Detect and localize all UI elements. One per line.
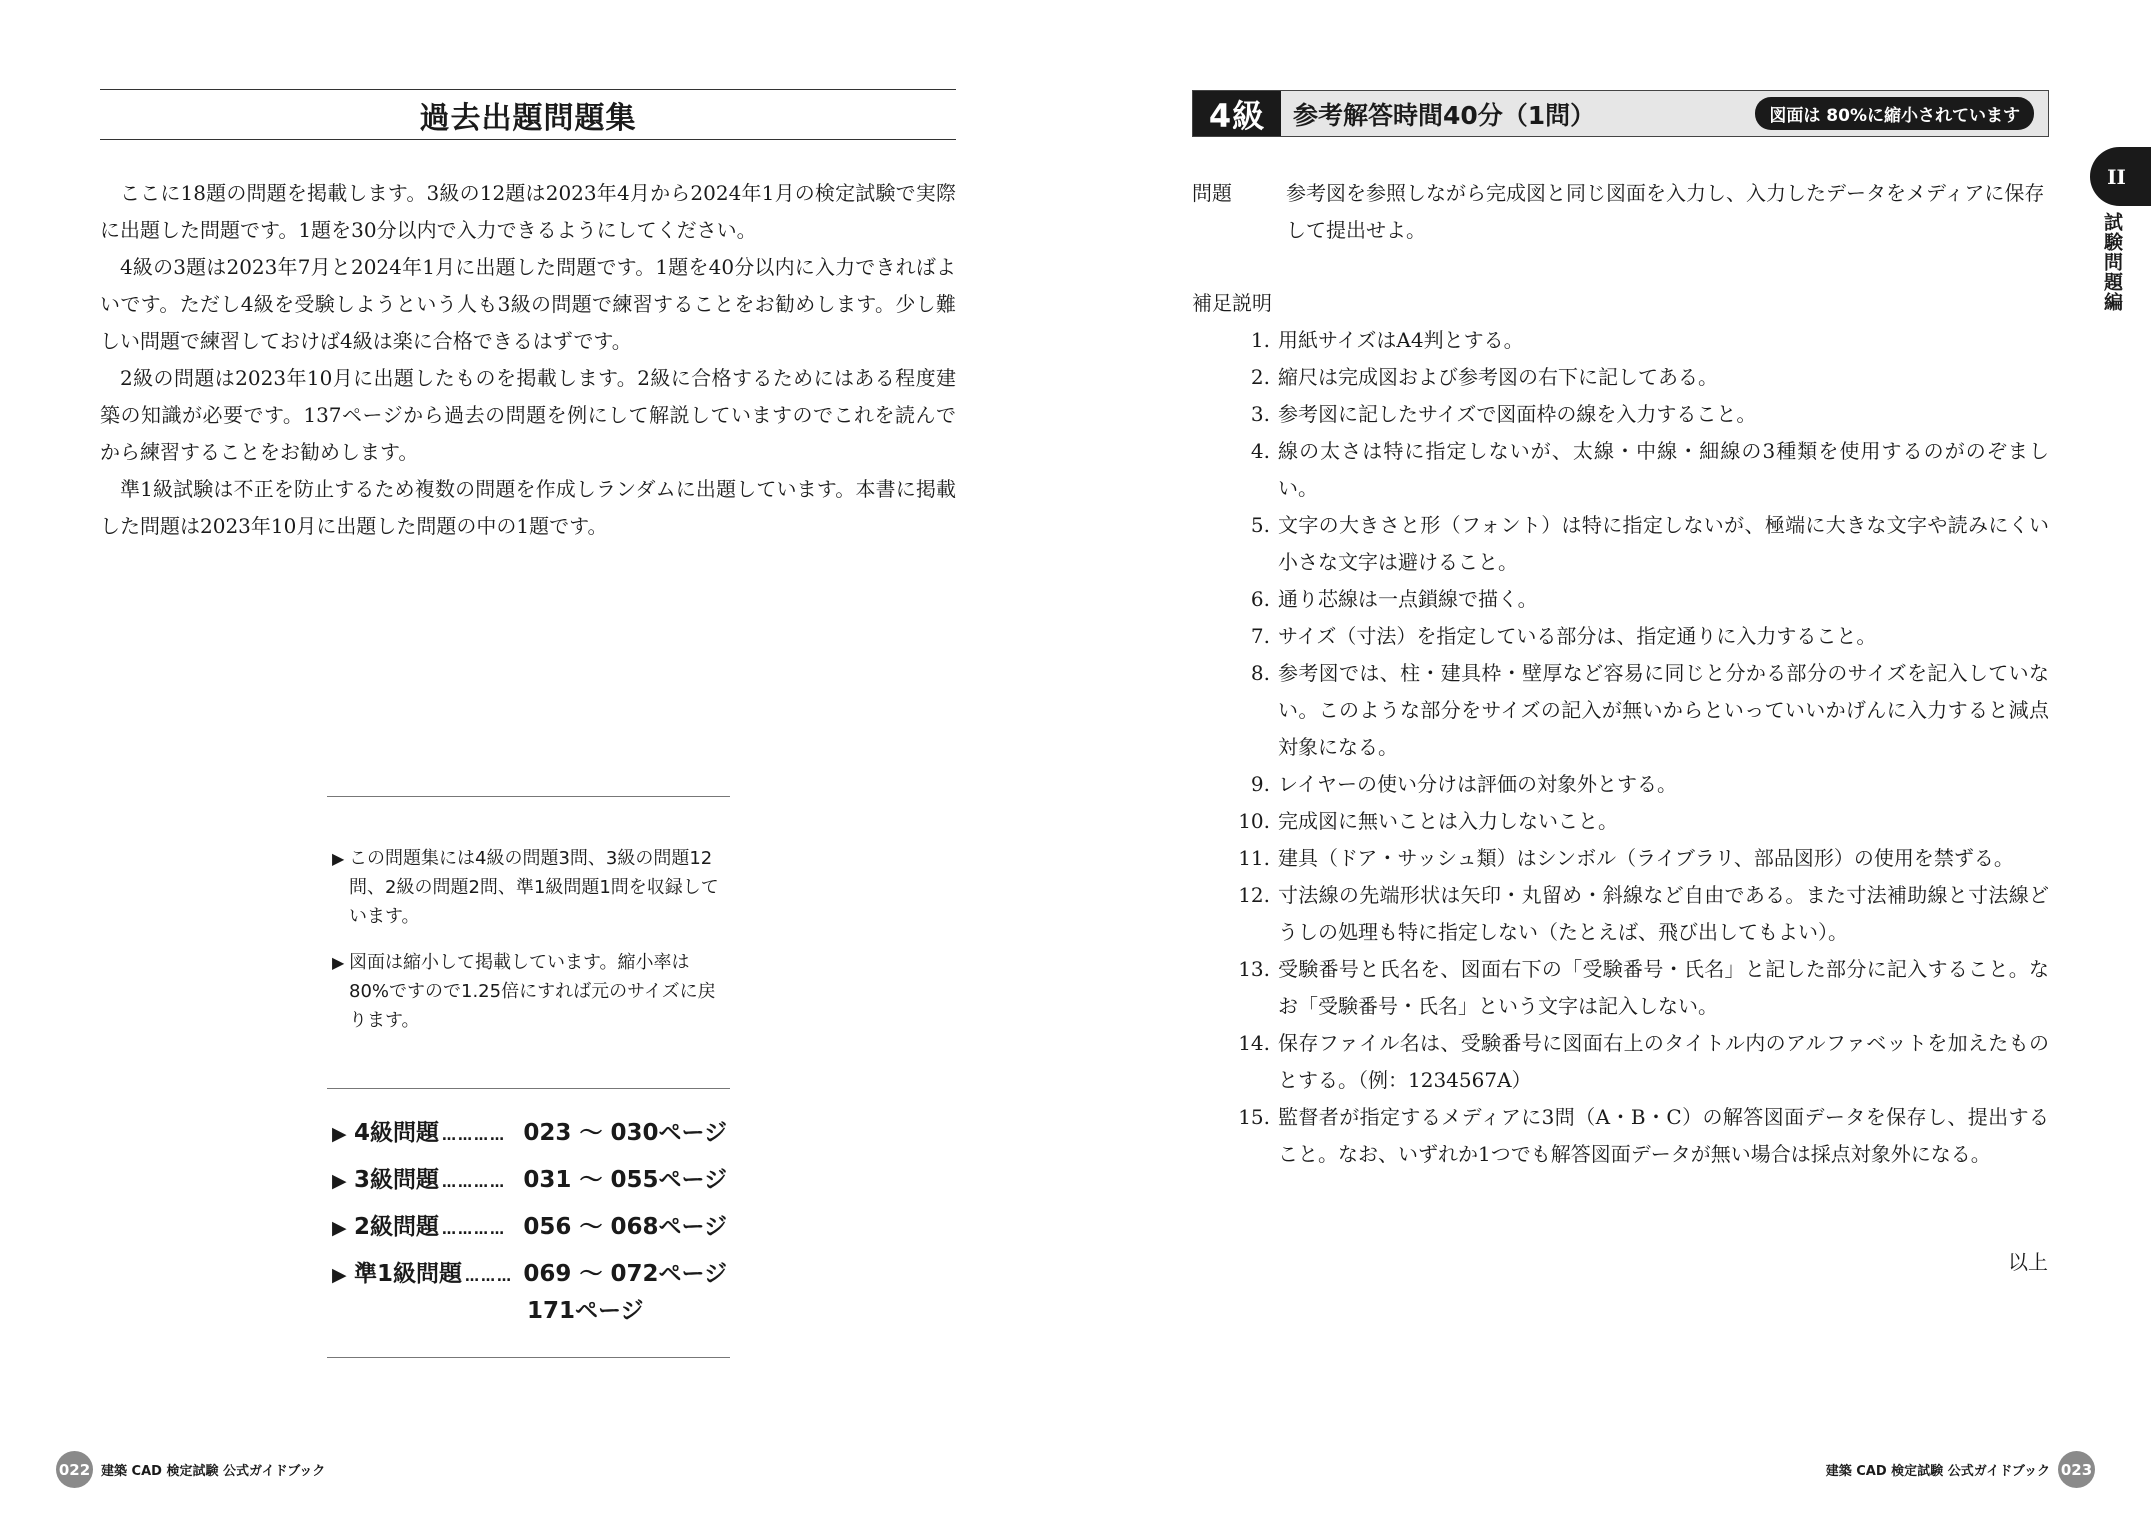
page-footer-right xyxy=(1826,1451,2095,1488)
end-mark: 以上 xyxy=(2008,1250,2048,1274)
index-row-grade4 xyxy=(332,1116,727,1153)
info-box xyxy=(327,796,730,1358)
triangle-bullet-icon: ▶ xyxy=(332,849,345,868)
item-text: 文字の大きさと形（フォント）は特に指定しないが、極端に大きな文字や読みにくい小さな文字は避けること。 xyxy=(1278,513,2049,574)
note-item xyxy=(332,948,727,1035)
question-label: 問題 xyxy=(1192,181,1232,205)
intro-paragraph: ここに18題の問題を掲載します。3級の12題は2023年4月から2024年1月の検定試験で実際に出題した問題です。1題を30分以内で入力できるようにしてください。 xyxy=(100,181,956,242)
grade-badge: 4級 xyxy=(1193,91,1281,136)
item-number: 5. xyxy=(1250,513,1270,537)
item-text: 参考図では、柱・建具枠・壁厚など容易に同じと分かる部分のサイズを記入していない。このような部分をサイズの記入が無いからといっていいかげんに入力すると減点対象になる。 xyxy=(1278,661,2049,759)
list-item xyxy=(1192,322,2049,359)
item-text: 縮尺は完成図および参考図の右下に記してある。 xyxy=(1278,365,1718,389)
scale-note-badge: 図面は 80%に縮小されています xyxy=(1755,97,2034,130)
intro-paragraph: 4級の3題は2023年7月と2024年1月に出題した問題です。1題を40分以内に入力できればよいです。ただし4級を受験しようという人も3級の問題で練習することをお勧めします。少し難しい問題で練習しておけば4級は楽に合格できるはずです。 xyxy=(100,255,956,353)
book-title: 建築 CAD 検定試験 公式ガイドブック xyxy=(101,1464,326,1479)
intro-text xyxy=(100,175,956,545)
index-pages: 056 〜 068ページ xyxy=(523,1214,727,1240)
index-pages: 031 〜 055ページ xyxy=(523,1167,727,1193)
section-header xyxy=(1192,90,2049,137)
item-number: 13. xyxy=(1238,957,1270,981)
item-text: 寸法線の先端形状は矢印・丸留め・斜線など自由である。また寸法補助線と寸法線どうしの処理も特に指定しない（たとえば、飛び出してもよい）。 xyxy=(1278,883,2049,944)
item-number: 15. xyxy=(1238,1105,1270,1129)
item-text: 保存ファイル名は、受験番号に図面右上のタイトル内のアルファベットを加えたものとする。（例：1234567A） xyxy=(1278,1031,2049,1092)
item-number: 10. xyxy=(1238,809,1270,833)
page-title: 過去出題問題集 xyxy=(100,89,956,140)
supplement-heading: 補足説明 xyxy=(1192,291,1272,315)
divider xyxy=(327,1088,730,1089)
list-item xyxy=(1192,951,2049,1025)
item-text: 通り芯線は一点鎖線で描く。 xyxy=(1278,587,1538,611)
intro-paragraph: 2級の問題は2023年10月に出題したものを掲載します。2級に合格するためにはある程度建築の知識が必要です。137ページから過去の問題を例にして解説していますのでこれを読んでから練習することをお勧めします。 xyxy=(100,366,956,464)
triangle-bullet-icon: ▶ xyxy=(332,953,345,972)
item-text: 線の太さは特に指定しないが、太線・中線・細線の3種類を使用するのがのぞましい。 xyxy=(1278,439,2049,500)
index-label: 2級問題 xyxy=(354,1214,440,1240)
item-text: レイヤーの使い分けは評価の対象外とする。 xyxy=(1278,772,1677,796)
item-number: 6. xyxy=(1250,587,1270,611)
list-item xyxy=(1192,1025,2049,1099)
item-text: 完成図に無いことは入力しないこと。 xyxy=(1278,809,1618,833)
leader-dots: ………… xyxy=(442,1128,507,1144)
list-item xyxy=(1192,766,2049,803)
leader-dots: ………… xyxy=(442,1222,507,1238)
note-text: 図面は縮小して掲載しています。縮小率は80%ですので1.25倍にすれば元のサイズに戻ります。 xyxy=(349,952,716,1031)
list-item xyxy=(1192,507,2049,581)
triangle-bullet-icon: ▶ xyxy=(332,1170,347,1192)
index-extra-pages: 171ページ xyxy=(527,1298,644,1324)
list-item xyxy=(1192,618,2049,655)
item-text: サイズ（寸法）を指定している部分は、指定通りに入力すること。 xyxy=(1278,624,1877,648)
item-number: 11. xyxy=(1238,846,1270,870)
book-title: 建築 CAD 検定試験 公式ガイドブック xyxy=(1825,1464,2050,1479)
intro-paragraph: 準1級試験は不正を防止するため複数の問題を作成しランダムに出題しています。本書に掲載した問題は2023年10月に出題した問題の中の1題です。 xyxy=(100,477,956,538)
page-number: 023 xyxy=(2058,1451,2095,1488)
list-item xyxy=(1192,877,2049,951)
item-number: 7. xyxy=(1250,624,1270,648)
page-number: 022 xyxy=(56,1451,93,1488)
index-label: 準1級問題 xyxy=(354,1261,463,1287)
index-pages: 069 〜 072ページ xyxy=(523,1261,727,1287)
question-text: 参考図を参照しながら完成図と同じ図面を入力し、入力したデータをメディアに保存して提出せよ。 xyxy=(1286,181,2045,242)
index-pages: 023 〜 030ページ xyxy=(523,1120,727,1146)
item-number: 9. xyxy=(1250,772,1270,796)
list-item xyxy=(1192,433,2049,507)
triangle-bullet-icon: ▶ xyxy=(332,1123,347,1145)
chapter-tab: II xyxy=(2090,147,2151,206)
list-item xyxy=(1192,1099,2049,1173)
note-item xyxy=(332,844,727,931)
item-number: 8. xyxy=(1250,661,1270,685)
index-row-grade2 xyxy=(332,1210,727,1247)
item-text: 用紙サイズはA4判とする。 xyxy=(1278,328,1524,352)
item-number: 3. xyxy=(1250,402,1270,426)
index-row-grade3 xyxy=(332,1163,727,1200)
item-number: 14. xyxy=(1238,1031,1270,1055)
item-text: 監督者が指定するメディアに3問（A・B・C）の解答図面データを保存し、提出すること。なお、いずれか1つでも解答図面データが無い場合は採点対象外になる。 xyxy=(1278,1105,2049,1166)
list-item xyxy=(1192,396,2049,433)
section-title: 参考解答時間40分（1問） xyxy=(1293,100,1596,130)
item-number: 1. xyxy=(1250,328,1270,352)
index-label: 4級問題 xyxy=(354,1120,440,1146)
item-number: 12. xyxy=(1238,883,1270,907)
item-text: 参考図に記したサイズで図面枠の線を入力すること。 xyxy=(1278,402,1757,426)
list-item xyxy=(1192,359,2049,396)
page-footer-left xyxy=(56,1451,325,1488)
leader-dots: ……… xyxy=(465,1269,514,1285)
index-row-semi-grade1 xyxy=(332,1257,727,1294)
list-item xyxy=(1192,803,2049,840)
item-number: 4. xyxy=(1250,439,1270,463)
question xyxy=(1192,175,2049,249)
triangle-bullet-icon: ▶ xyxy=(332,1264,347,1286)
list-item xyxy=(1192,840,2049,877)
triangle-bullet-icon: ▶ xyxy=(332,1217,347,1239)
chapter-label: 試験問題編 xyxy=(2101,212,2123,312)
index-label: 3級問題 xyxy=(354,1167,440,1193)
list-item xyxy=(1192,581,2049,618)
item-text: 受験番号と氏名を、図面右下の「受験番号・氏名」と記した部分に記入すること。なお「受験番号・氏名」という文字は記入しない。 xyxy=(1278,957,2049,1018)
list-item xyxy=(1192,655,2049,766)
supplement-list xyxy=(1192,322,2049,1173)
leader-dots: ………… xyxy=(442,1175,507,1191)
item-text: 建具（ドア・サッシュ類）はシンボル（ライブラリ、部品図形）の使用を禁ずる。 xyxy=(1278,846,2014,870)
item-number: 2. xyxy=(1250,365,1270,389)
note-text: この問題集には4級の問題3問、3級の問題12問、2級の問題2問、準1級問題1問を収録しています。 xyxy=(349,848,719,927)
